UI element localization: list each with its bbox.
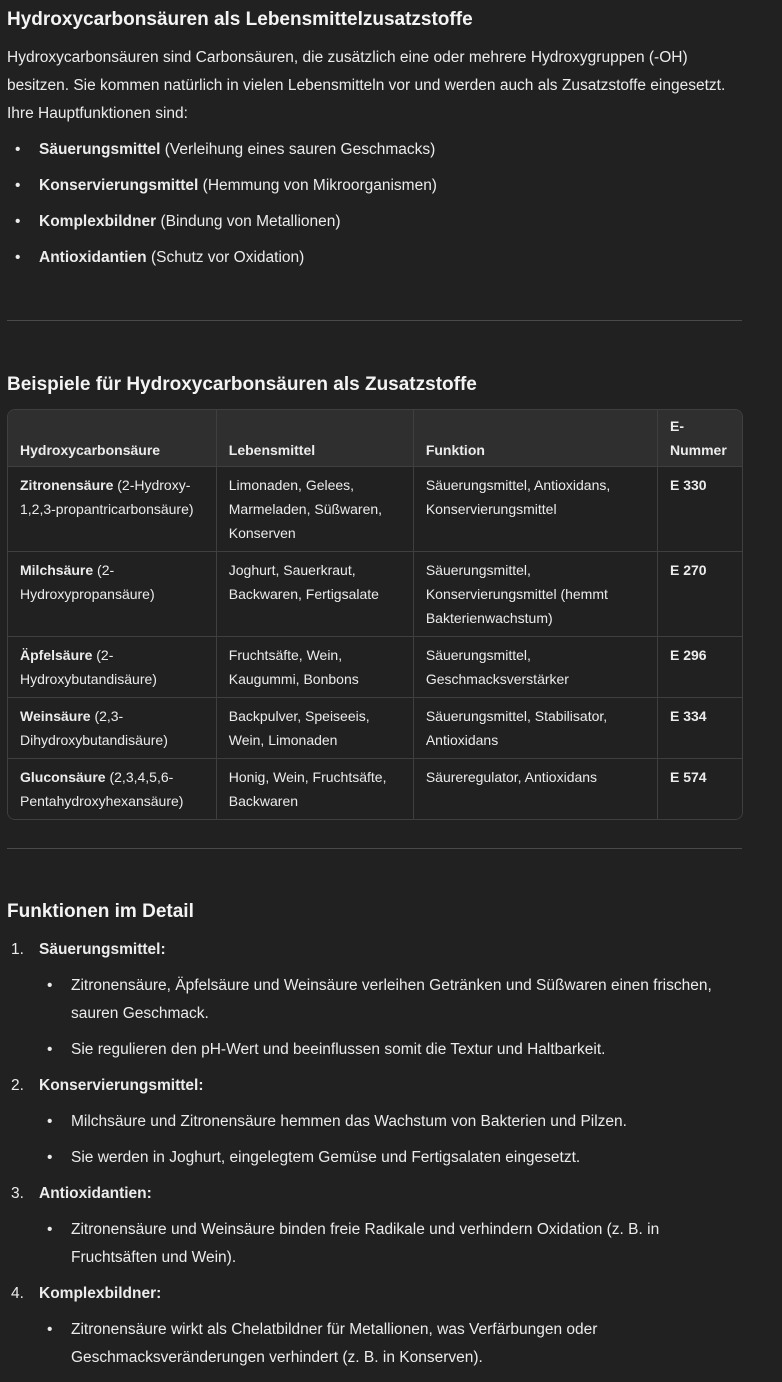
function-name: Konservierungsmittel (39, 177, 199, 194)
function-desc: (Verleihung eines sauren Geschmacks) (164, 141, 436, 158)
table-row (8, 698, 742, 759)
list-item: • Zitronensäure und Weinsäure binden freie Radikale und verhindern Oxidation (z. B. in Fruchtsäften und Wein). (71, 1216, 742, 1272)
acid-cell (8, 637, 217, 698)
list-item (7, 172, 437, 208)
page-title: Hydroxycarbonsäuren als Lebensmittelzusatzstoffe (7, 9, 473, 30)
column-header: E-Nummer (658, 410, 742, 467)
table-row (8, 759, 742, 819)
function-cell: Säureregulator, Antioxidans (414, 759, 658, 819)
e-number-cell: E 574 (658, 759, 742, 819)
e-number-cell: E 330 (658, 467, 742, 552)
detail-number: 4. (11, 1285, 24, 1302)
detail-item (7, 1072, 742, 1172)
list-item: • Milchsäure und Zitronensäure hemmen das Wachstum von Bakterien und Pilzen. (71, 1108, 742, 1136)
function-name: Antioxidantien (39, 249, 147, 266)
acid-iupac: (2-Hydroxybutandisäure) (20, 647, 157, 687)
food-cell: Backpulver, Speiseeis, Wein, Limonaden (217, 698, 414, 759)
function-desc: (Schutz vor Oxidation) (150, 249, 305, 266)
list-item: • Zitronensäure wirkt als Chelatbildner für Metallionen, was Verfärbungen oder Geschmacksveränderungen verhindert (z. B. in Konserven). (71, 1316, 742, 1372)
detail-points (39, 1316, 742, 1372)
table-row (8, 467, 742, 552)
detail-title: Konservierungsmittel: (39, 1077, 204, 1094)
function-cell: Säuerungsmittel, Stabilisator, Antioxidans (414, 698, 658, 759)
function-cell: Säuerungsmittel, Konservierungsmittel (hemmt Bakterienwachstum) (414, 552, 658, 637)
detail-number: 1. (11, 941, 24, 958)
detail-number: 3. (11, 1185, 24, 1202)
acid-iupac: (2-Hydroxypropansäure) (20, 562, 155, 602)
list-item (7, 208, 437, 244)
column-header: Funktion (414, 410, 658, 467)
detail-points (39, 1216, 742, 1272)
acid-iupac: (2-Hydroxy-1,2,3-propantricarbonsäure) (20, 477, 194, 517)
acid-cell (8, 467, 217, 552)
examples-table (7, 409, 743, 820)
detail-item (7, 1280, 742, 1372)
list-item (7, 244, 437, 280)
function-desc: (Bindung von Metallionen) (160, 213, 341, 230)
table-header-row (8, 410, 742, 467)
function-desc: (Hemmung von Mikroorganismen) (202, 177, 437, 194)
intro-paragraph: Hydroxycarbonsäuren sind Carbonsäuren, die zusätzlich eine oder mehrere Hydroxygruppen (-OH) besitzen. Sie kommen natürlich in vielen Lebensmitteln vor und werden auch als Zusatzstoffe eingesetzt. Ihre Hauptfunktionen sind: (7, 49, 726, 122)
food-cell: Honig, Wein, Fruchtsäfte, Backwaren (217, 759, 414, 819)
detail-item (7, 1180, 742, 1272)
acid-name: Zitronensäure (20, 477, 114, 493)
acid-cell (8, 759, 217, 819)
list-item: • Sie regulieren den pH-Wert und beeinflussen somit die Textur und Haltbarkeit. (71, 1036, 742, 1064)
detail-title: Säuerungsmittel: (39, 941, 166, 958)
function-name: Säuerungsmittel (39, 141, 161, 158)
function-cell: Säuerungsmittel, Geschmacksverstärker (414, 637, 658, 698)
e-number-cell: E 270 (658, 552, 742, 637)
acid-cell (8, 552, 217, 637)
food-cell: Fruchtsäfte, Wein, Kaugummi, Bonbons (217, 637, 414, 698)
acid-iupac: (2,3,4,5,6-Pentahydroxyhexansäure) (20, 769, 184, 809)
function-name: Komplexbildner (39, 213, 157, 230)
column-header: Lebensmittel (217, 410, 414, 467)
detail-list (7, 936, 742, 1380)
detail-points (39, 972, 742, 1064)
detail-title: Antioxidantien: (39, 1185, 152, 1202)
list-item (7, 136, 437, 172)
list-item: • Sie werden in Joghurt, eingelegtem Gemüse und Fertigsalaten eingesetzt. (71, 1144, 742, 1172)
divider (7, 320, 742, 321)
function-list (7, 136, 437, 280)
function-cell: Säuerungsmittel, Antioxidans, Konservierungsmittel (414, 467, 658, 552)
table-row (8, 637, 742, 698)
list-item: • Zitronensäure, Äpfelsäure und Weinsäure verleihen Getränken und Süßwaren einen frischen, sauren Geschmack. (71, 972, 742, 1028)
detail-points (39, 1108, 742, 1172)
detail-title: Komplexbildner: (39, 1285, 162, 1302)
acid-iupac: (2,3-Dihydroxybutandisäure) (20, 708, 168, 748)
e-number-cell: E 296 (658, 637, 742, 698)
column-header: Hydroxycarbonsäure (8, 410, 217, 467)
examples-heading: Beispiele für Hydroxycarbonsäuren als Zusatzstoffe (7, 374, 477, 395)
detail-number: 2. (11, 1077, 24, 1094)
acid-name: Milchsäure (20, 562, 94, 578)
food-cell: Limonaden, Gelees, Marmeladen, Süßwaren, Konserven (217, 467, 414, 552)
acid-name: Gluconsäure (20, 769, 106, 785)
divider (7, 848, 742, 849)
food-cell: Joghurt, Sauerkraut, Backwaren, Fertigsalate (217, 552, 414, 637)
acid-name: Äpfelsäure (20, 647, 93, 663)
table-row (8, 552, 742, 637)
detail-item (7, 936, 742, 1064)
e-number-cell: E 334 (658, 698, 742, 759)
acid-name: Weinsäure (20, 708, 91, 724)
detail-heading: Funktionen im Detail (7, 901, 194, 922)
acid-cell (8, 698, 217, 759)
